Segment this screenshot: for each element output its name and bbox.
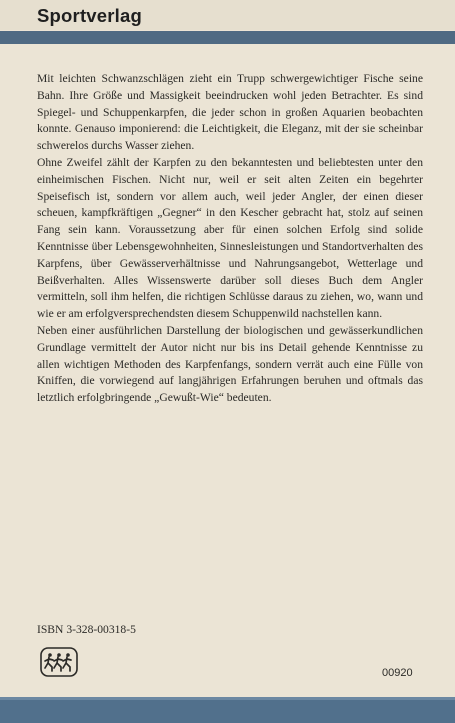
blurb-paragraph-2: Ohne Zweifel zählt der Karpfen zu den bekanntesten und beliebtesten unter den einheimischen Fischen. Nicht nur, weil er seit alten Zeiten ein begehrter Speisefisch ist, sondern vor allem auch, weil jeder Angler, der einen dieser scheuen, kampfkräftigen „Gegner“ in den Kescher gebracht hat, stolz auf seinen Fang sein kann. Voraussetzung aber für einen solchen Erfolg sind solide Kenntnisse über Lebensgewohnheiten, Sinnesleistungen und Standortverhalten des Karpfens, über Gewässerverhältnisse und Nahrungsangebot, Wetterlage und Beißverhalten. Alles Wissenswerte darüber soll dieses Buch dem Angler vermitteln, soll ihm helfen, die richtigen Schlüsse daraus zu ziehen, wo, wann und wie er am erfolgversprechendsten diesem Schuppenwild nachstellen kann. [37,155,423,321]
blurb-text [37,71,423,407]
header-band [0,0,455,30]
top-stripe [0,31,455,44]
bottom-stripe [0,697,455,723]
catalog-code: 00920 [382,667,413,679]
publisher-name: Sportverlag [37,5,143,26]
three-runners-logo-icon [40,647,78,677]
blurb-paragraph-3: Neben einer ausführlichen Darstellung der biologischen und gewässerkundlichen Grundlage vermittelt der Autor nicht nur bis ins Detail gehende Kenntnisse zu allen wichtigen Methoden des Karpfenfangs, sondern verrät auch eine Fülle von Kniffen, die vorwiegend auf langjährigen Erfahrungen beruhen und oftmals das letztlich erfolgbringende „Gewußt-Wie“ bedeuten. [37,323,423,405]
isbn-number: ISBN 3-328-00318-5 [37,623,136,636]
bottom-stripe-highlight [0,697,455,700]
blurb-paragraph-1: Mit leichten Schwanzschlägen zieht ein Trupp schwergewichtiger Fische seine Bahn. Ihre Größe und Massigkeit beeindrucken wohl jeden Betrachter. Es sind Spiegel- und Schuppenkarpfen, die jeder schon in großen Aquarien beobachten konnte. Genauso imponierend: die Leichtigkeit, die Eleganz, mit der sie scheinbar schwerelos durchs Wasser ziehen. [37,72,423,153]
